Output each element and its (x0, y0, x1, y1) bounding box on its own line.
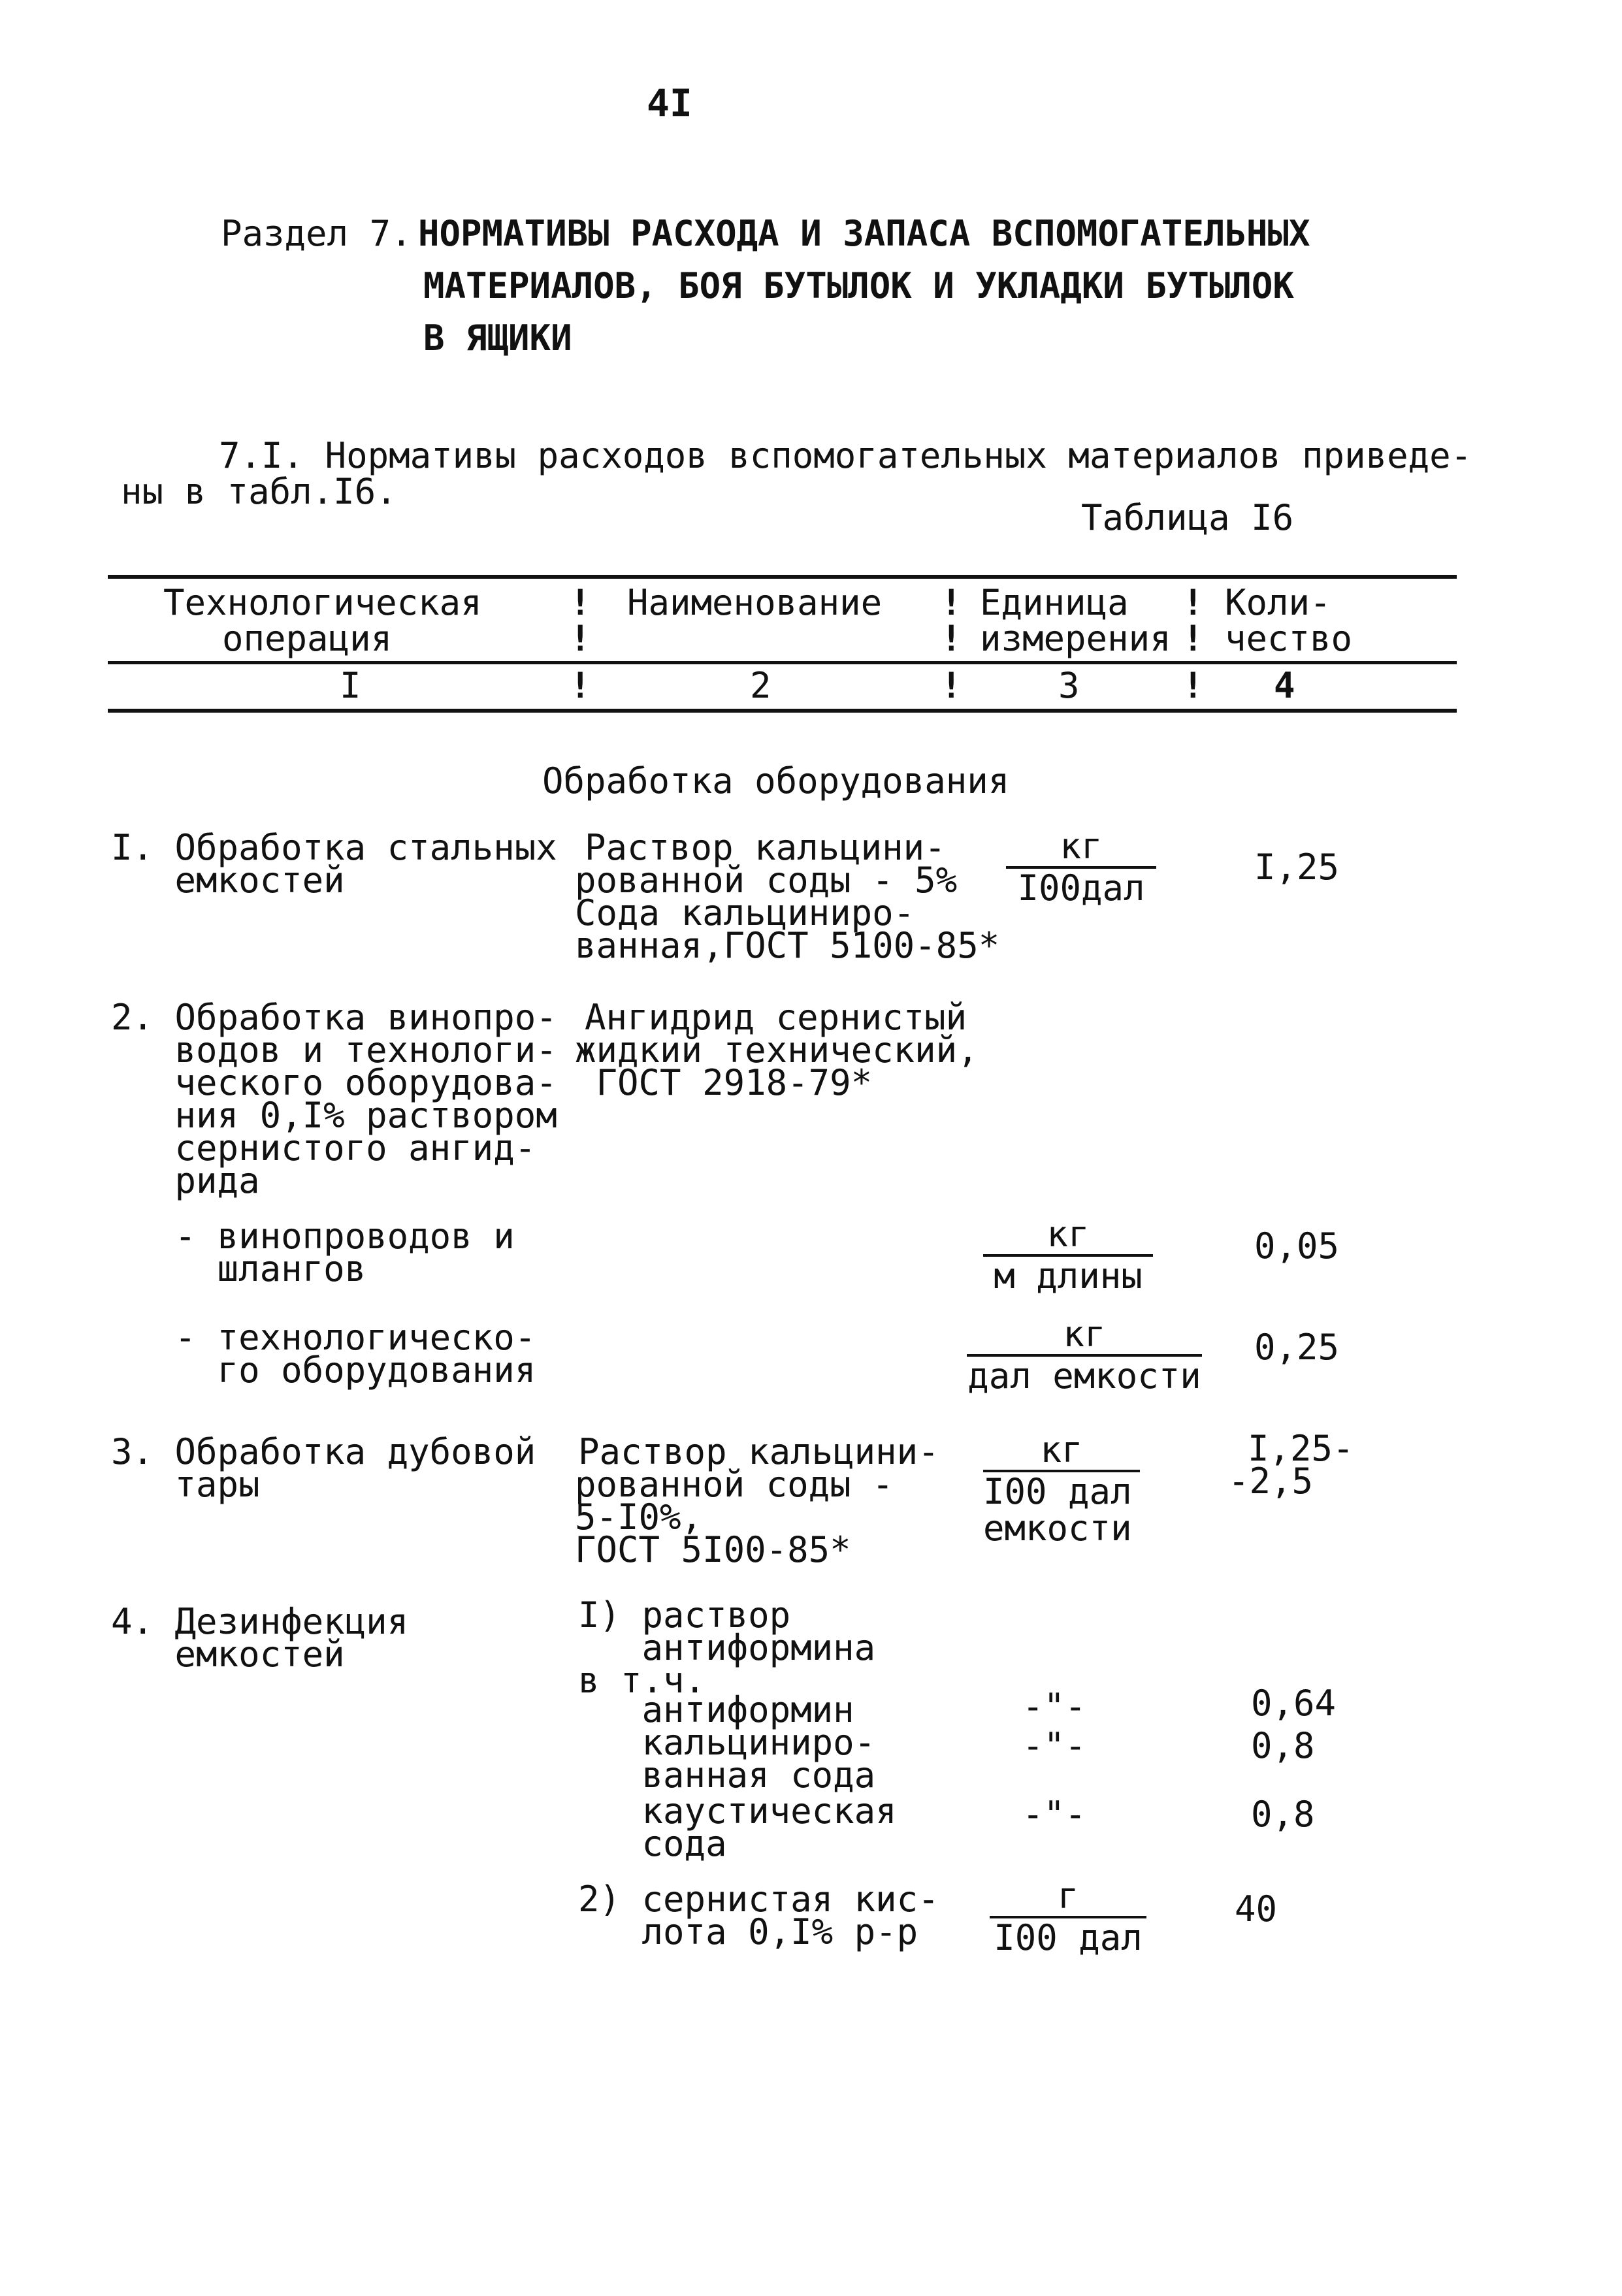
table-label: Таблица I6 (1081, 497, 1294, 538)
row2-operation-line-5: сернистого ангид- (111, 1127, 536, 1169)
row4-operation-line-1: 4. Дезинфекция (111, 1601, 409, 1642)
row2-name-line-3: ГОСТ 2918-79* (575, 1062, 873, 1103)
row1-quantity: I,25 (1254, 847, 1340, 888)
row2-name-line-1: Ангидрид сернистый (585, 997, 967, 1038)
row3-quantity-line-1: I,25- (1248, 1428, 1354, 1469)
row1-unit-denominator: I00дал (1017, 867, 1145, 909)
column-number-3: 3 (1058, 665, 1080, 706)
row4-item-unit: -"- (1022, 1794, 1086, 1835)
row2-operation-line-2: водов и технологи- (111, 1029, 557, 1071)
row3-operation-line-2: тары (111, 1464, 260, 1505)
row4-unit2-denominator: I00 дал (994, 1917, 1143, 1958)
row2a-unit-numerator: кг (983, 1216, 1153, 1257)
intro-line-2: ны в табл.I6. (121, 471, 397, 512)
header-operation-line-1: Технологическая (163, 582, 482, 623)
row2b-operation-line-2: го оборудования (111, 1350, 536, 1391)
row3-name-line-4: ГОСТ 5I00-85* (575, 1529, 851, 1570)
section-prefix: Раздел 7. (221, 213, 412, 254)
row4-item-name: кальциниро- (578, 1722, 876, 1763)
section-title-line-1: НОРМАТИВЫ РАСХОДА И ЗАПАСА ВСПОМОГАТЕЛЬНЫХ (418, 213, 1310, 254)
row2b-operation-line-1: - технологическо- (111, 1317, 536, 1358)
header-separator: ! (1182, 582, 1204, 623)
row2-name-line-2: жидкий технический, (575, 1029, 979, 1071)
header-separator: ! (570, 618, 591, 659)
row1-name-line-4: ванная,ГОСТ 5100-85* (575, 925, 1000, 966)
header-operation-line-2: операция (222, 618, 393, 659)
row1-operation-line-1: I. Обработка стальных (111, 827, 557, 868)
header-separator: ! (1182, 665, 1204, 706)
row2a-operation-line-2: шлангов (111, 1248, 366, 1289)
header-divider-rule (108, 661, 1457, 664)
row4-item-name: сода (578, 1823, 727, 1864)
section-title-line-2: МАТЕРИАЛОВ, БОЯ БУТЫЛОК И УКЛАДКИ БУТЫЛОК (423, 265, 1294, 306)
intro-line-1: 7.I. Нормативы расходов вспомогательных материалов приведе- (219, 435, 1472, 476)
row3-quantity-line-2: -2,5 (1228, 1461, 1314, 1502)
row4-item-quantity: 0,8 (1251, 1725, 1315, 1766)
header-unit-line-1: Единица (980, 582, 1129, 623)
row4-unit2 (990, 1875, 1146, 1958)
row3-unit-denominator: I00 дал (983, 1471, 1132, 1512)
row4-name1-line-1: I) раствор (578, 1594, 791, 1636)
header-quantity-line-2: чество (1225, 618, 1353, 659)
row4-item-name: каустическая (578, 1790, 897, 1832)
row4-name2-line-1: 2) сернистая кис- (578, 1879, 939, 1920)
row4-quantity2: 40 (1235, 1888, 1278, 1930)
section-title-line-3: В ЯЩИКИ (423, 317, 572, 359)
header-separator: ! (941, 618, 962, 659)
header-separator: ! (941, 665, 962, 706)
row2b-unit (967, 1316, 1202, 1395)
group-title: Обработка оборудования (542, 760, 1010, 801)
row2b-quantity: 0,25 (1254, 1327, 1340, 1368)
row2b-unit-denominator: дал емкости (967, 1355, 1201, 1397)
row3-unit-numerator: кг (983, 1432, 1140, 1472)
header-bottom-rule (108, 709, 1457, 713)
row4-name1-line-2: антиформина (578, 1627, 876, 1668)
table-top-rule (108, 575, 1457, 579)
row2-operation-line-1: 2. Обработка винопро- (111, 997, 557, 1038)
row2b-unit-numerator: кг (967, 1316, 1202, 1357)
header-separator: ! (570, 665, 591, 706)
row4-name2-line-2: лота 0,I% р-р (578, 1911, 918, 1952)
row4-including: в т.ч. (578, 1660, 706, 1701)
row3-unit-denominator-line-2: емкости (983, 1508, 1132, 1549)
row2a-operation-line-1: - винопроводов и (111, 1216, 515, 1257)
header-unit-line-2: измерения (980, 618, 1171, 659)
row1-unit-numerator: кг (1006, 828, 1156, 869)
row1-operation-line-2: емкостей (111, 860, 345, 901)
row2-operation-line-6: рида (111, 1160, 260, 1201)
row2a-unit (983, 1216, 1153, 1295)
row3-unit (983, 1429, 1140, 1549)
column-number-4: 4 (1274, 665, 1295, 706)
row3-name-line-2: рованной соды - (575, 1464, 894, 1505)
row4-item-quantity: 0,8 (1251, 1794, 1315, 1835)
page-number: 4I (647, 81, 692, 125)
header-separator: ! (570, 582, 591, 623)
row4-item-unit: -"- (1022, 1725, 1086, 1766)
row2-operation-line-3: ческого оборудова- (111, 1062, 557, 1103)
row4-item-name: ванная сода (578, 1754, 876, 1796)
row3-operation-line-1: 3. Обработка дубовой (111, 1431, 536, 1472)
row2a-unit-denominator: м длины (994, 1255, 1143, 1297)
header-name: Наименование (627, 582, 883, 623)
column-number-1: I (340, 665, 361, 706)
row2-operation-line-4: ния 0,I% раствором (111, 1095, 557, 1136)
row4-unit2-numerator: г (990, 1878, 1146, 1918)
row1-unit (1006, 828, 1156, 907)
row2a-quantity: 0,05 (1254, 1225, 1340, 1267)
row4-item-quantity: 0,64 (1251, 1683, 1337, 1724)
row3-name-line-3: 5-I0%, (575, 1496, 703, 1538)
header-separator: ! (941, 582, 962, 623)
header-separator: ! (1182, 618, 1204, 659)
row4-operation-line-2: емкостей (111, 1634, 345, 1675)
row1-name-line-2: рованной соды - 5% (575, 860, 958, 901)
row4-item-name: антиформин (578, 1689, 854, 1730)
column-number-2: 2 (750, 665, 771, 706)
header-quantity-line-1: Коли- (1225, 582, 1331, 623)
row4-item-unit: -"- (1022, 1686, 1086, 1727)
row1-name-line-1: Раствор кальцини- (585, 827, 946, 868)
row1-name-line-3: Сода кальциниро- (575, 892, 915, 933)
row3-name-line-1: Раствор кальцини- (578, 1431, 939, 1472)
